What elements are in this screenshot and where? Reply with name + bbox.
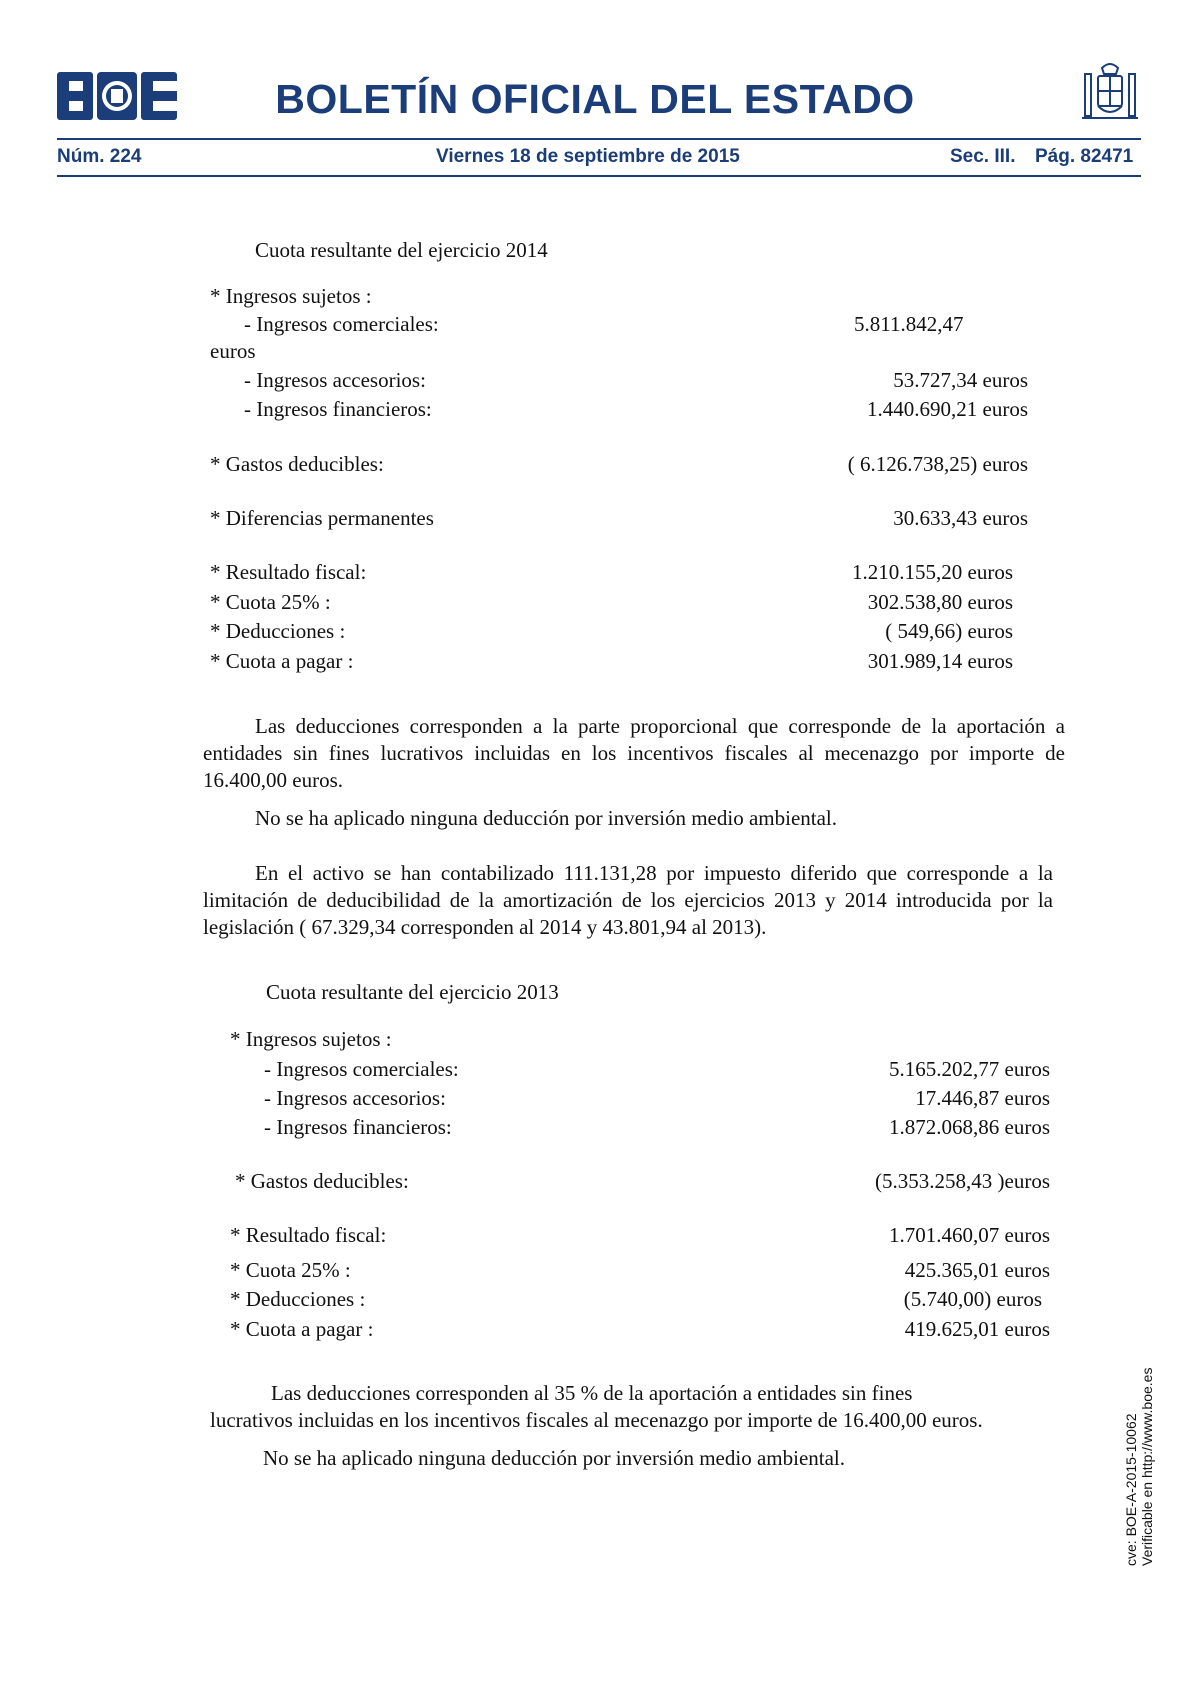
ingresos-sujetos-2014: * Ingresos sujetos : bbox=[210, 284, 372, 308]
page-number: Pág. 82471 bbox=[1035, 146, 1134, 167]
deducciones-label-2013: * Deducciones : bbox=[230, 1287, 366, 1311]
ingresos-financieros-label-2013: - Ingresos financieros: bbox=[264, 1115, 452, 1139]
gastos-value-2014: ( 6.126.738,25) euros bbox=[847, 452, 1028, 476]
ingresos-comerciales-unit-2014: euros bbox=[210, 339, 256, 363]
issue-date: Viernes 18 de septiembre de 2015 bbox=[436, 146, 740, 167]
ingresos-comerciales-label-2014: - Ingresos comerciales: bbox=[244, 312, 439, 336]
cuota-pagar-value-2014: 301.989,14 euros bbox=[867, 649, 1013, 673]
header-rule-top bbox=[57, 138, 1141, 140]
ingresos-sujetos-2013: * Ingresos sujetos : bbox=[230, 1027, 392, 1051]
coat-of-arms-icon bbox=[1080, 60, 1140, 126]
issue-number: Núm. 224 bbox=[57, 146, 142, 167]
resultado-value-2014: 1.210.155,20 euros bbox=[852, 560, 1013, 584]
paragraph-impuesto-diferido: En el activo se han contabilizado 111.131,28 por impuesto diferido que corresponde a la limitación de deducibilidad de la amortización de los ejercicios 2013 y 2014 introducida por la legislación ( 67.329,34 corresponden al 2014 y 43.801,94 al 2013). bbox=[203, 861, 1053, 939]
cuota-pagar-label-2013: * Cuota a pagar : bbox=[230, 1317, 374, 1341]
resultado-label-2014: * Resultado fiscal: bbox=[210, 560, 367, 584]
cuota-label-2013: * Cuota 25% : bbox=[230, 1258, 351, 1282]
header-rule-bottom bbox=[57, 175, 1141, 177]
paragraph-medio-ambiental-2013: No se ha aplicado ninguna deducción por inversión medio ambiental. bbox=[263, 1446, 846, 1470]
paragraph-deducciones-2013-line2: lucrativos incluidas en los incentivos fiscales al mecenazgo por importe de 16.400,00 euros. bbox=[210, 1408, 983, 1432]
paragraph-medio-ambiental-2014: No se ha aplicado ninguna deducción por inversión medio ambiental. bbox=[255, 806, 838, 830]
verify-url: Verificable en http://www.boe.es bbox=[1139, 1367, 1155, 1566]
gastos-label-2013: * Gastos deducibles: bbox=[235, 1169, 409, 1193]
deducciones-value-2014: ( 549,66) euros bbox=[885, 619, 1013, 643]
cuota-pagar-label-2014: * Cuota a pagar : bbox=[210, 649, 354, 673]
ingresos-comerciales-value-2013: 5.165.202,77 euros bbox=[889, 1057, 1050, 1081]
diferencias-label-2014: * Diferencias permanentes bbox=[210, 506, 434, 530]
deducciones-value-2013: (5.740,00) euros bbox=[903, 1287, 1042, 1311]
page-title: BOLETÍN OFICIAL DEL ESTADO bbox=[275, 76, 915, 122]
ingresos-financieros-label-2014: - Ingresos financieros: bbox=[244, 397, 432, 421]
heading-2013: Cuota resultante del ejercicio 2013 bbox=[266, 980, 559, 1004]
boe-logo bbox=[57, 72, 177, 120]
cve-verification bbox=[1123, 1368, 1155, 1566]
ingresos-accesorios-value-2014: 53.727,34 euros bbox=[893, 368, 1028, 392]
ingresos-comerciales-label-2013: - Ingresos comerciales: bbox=[264, 1057, 459, 1081]
diferencias-value-2014: 30.633,43 euros bbox=[893, 506, 1028, 530]
resultado-value-2013: 1.701.460,07 euros bbox=[889, 1223, 1050, 1247]
cve-code: cve: BOE-A-2015-10062 bbox=[1123, 1413, 1139, 1566]
ingresos-accesorios-label-2014: - Ingresos accesorios: bbox=[244, 368, 426, 392]
ingresos-financieros-value-2014: 1.440.690,21 euros bbox=[867, 397, 1028, 421]
paragraph-deducciones-2014: Las deducciones corresponden a la parte proporcional que corresponde de la aportación a entidades sin fines lucrativos incluidas en los incentivos fiscales al mecenazgo por importe de 16.400,00 euros. bbox=[203, 714, 1065, 792]
ingresos-accesorios-value-2013: 17.446,87 euros bbox=[915, 1086, 1050, 1110]
paragraph-deducciones-2013-line1: Las deducciones corresponden al 35 % de la aportación a entidades sin fines bbox=[271, 1381, 913, 1405]
ingresos-financieros-value-2013: 1.872.068,86 euros bbox=[889, 1115, 1050, 1139]
resultado-label-2013: * Resultado fiscal: bbox=[230, 1223, 387, 1247]
deducciones-label-2014: * Deducciones : bbox=[210, 619, 346, 643]
cuota-label-2014: * Cuota 25% : bbox=[210, 590, 331, 614]
cuota-value-2013: 425.365,01 euros bbox=[904, 1258, 1050, 1282]
ingresos-accesorios-label-2013: - Ingresos accesorios: bbox=[264, 1086, 446, 1110]
cuota-value-2014: 302.538,80 euros bbox=[867, 590, 1013, 614]
gastos-label-2014: * Gastos deducibles: bbox=[210, 452, 384, 476]
section-label: Sec. III. bbox=[950, 146, 1016, 167]
heading-2014: Cuota resultante del ejercicio 2014 bbox=[255, 238, 548, 262]
cuota-pagar-value-2013: 419.625,01 euros bbox=[904, 1317, 1050, 1341]
ingresos-comerciales-value-2014: 5.811.842,47 bbox=[854, 312, 964, 336]
gastos-value-2013: (5.353.258,43 )euros bbox=[875, 1169, 1050, 1193]
